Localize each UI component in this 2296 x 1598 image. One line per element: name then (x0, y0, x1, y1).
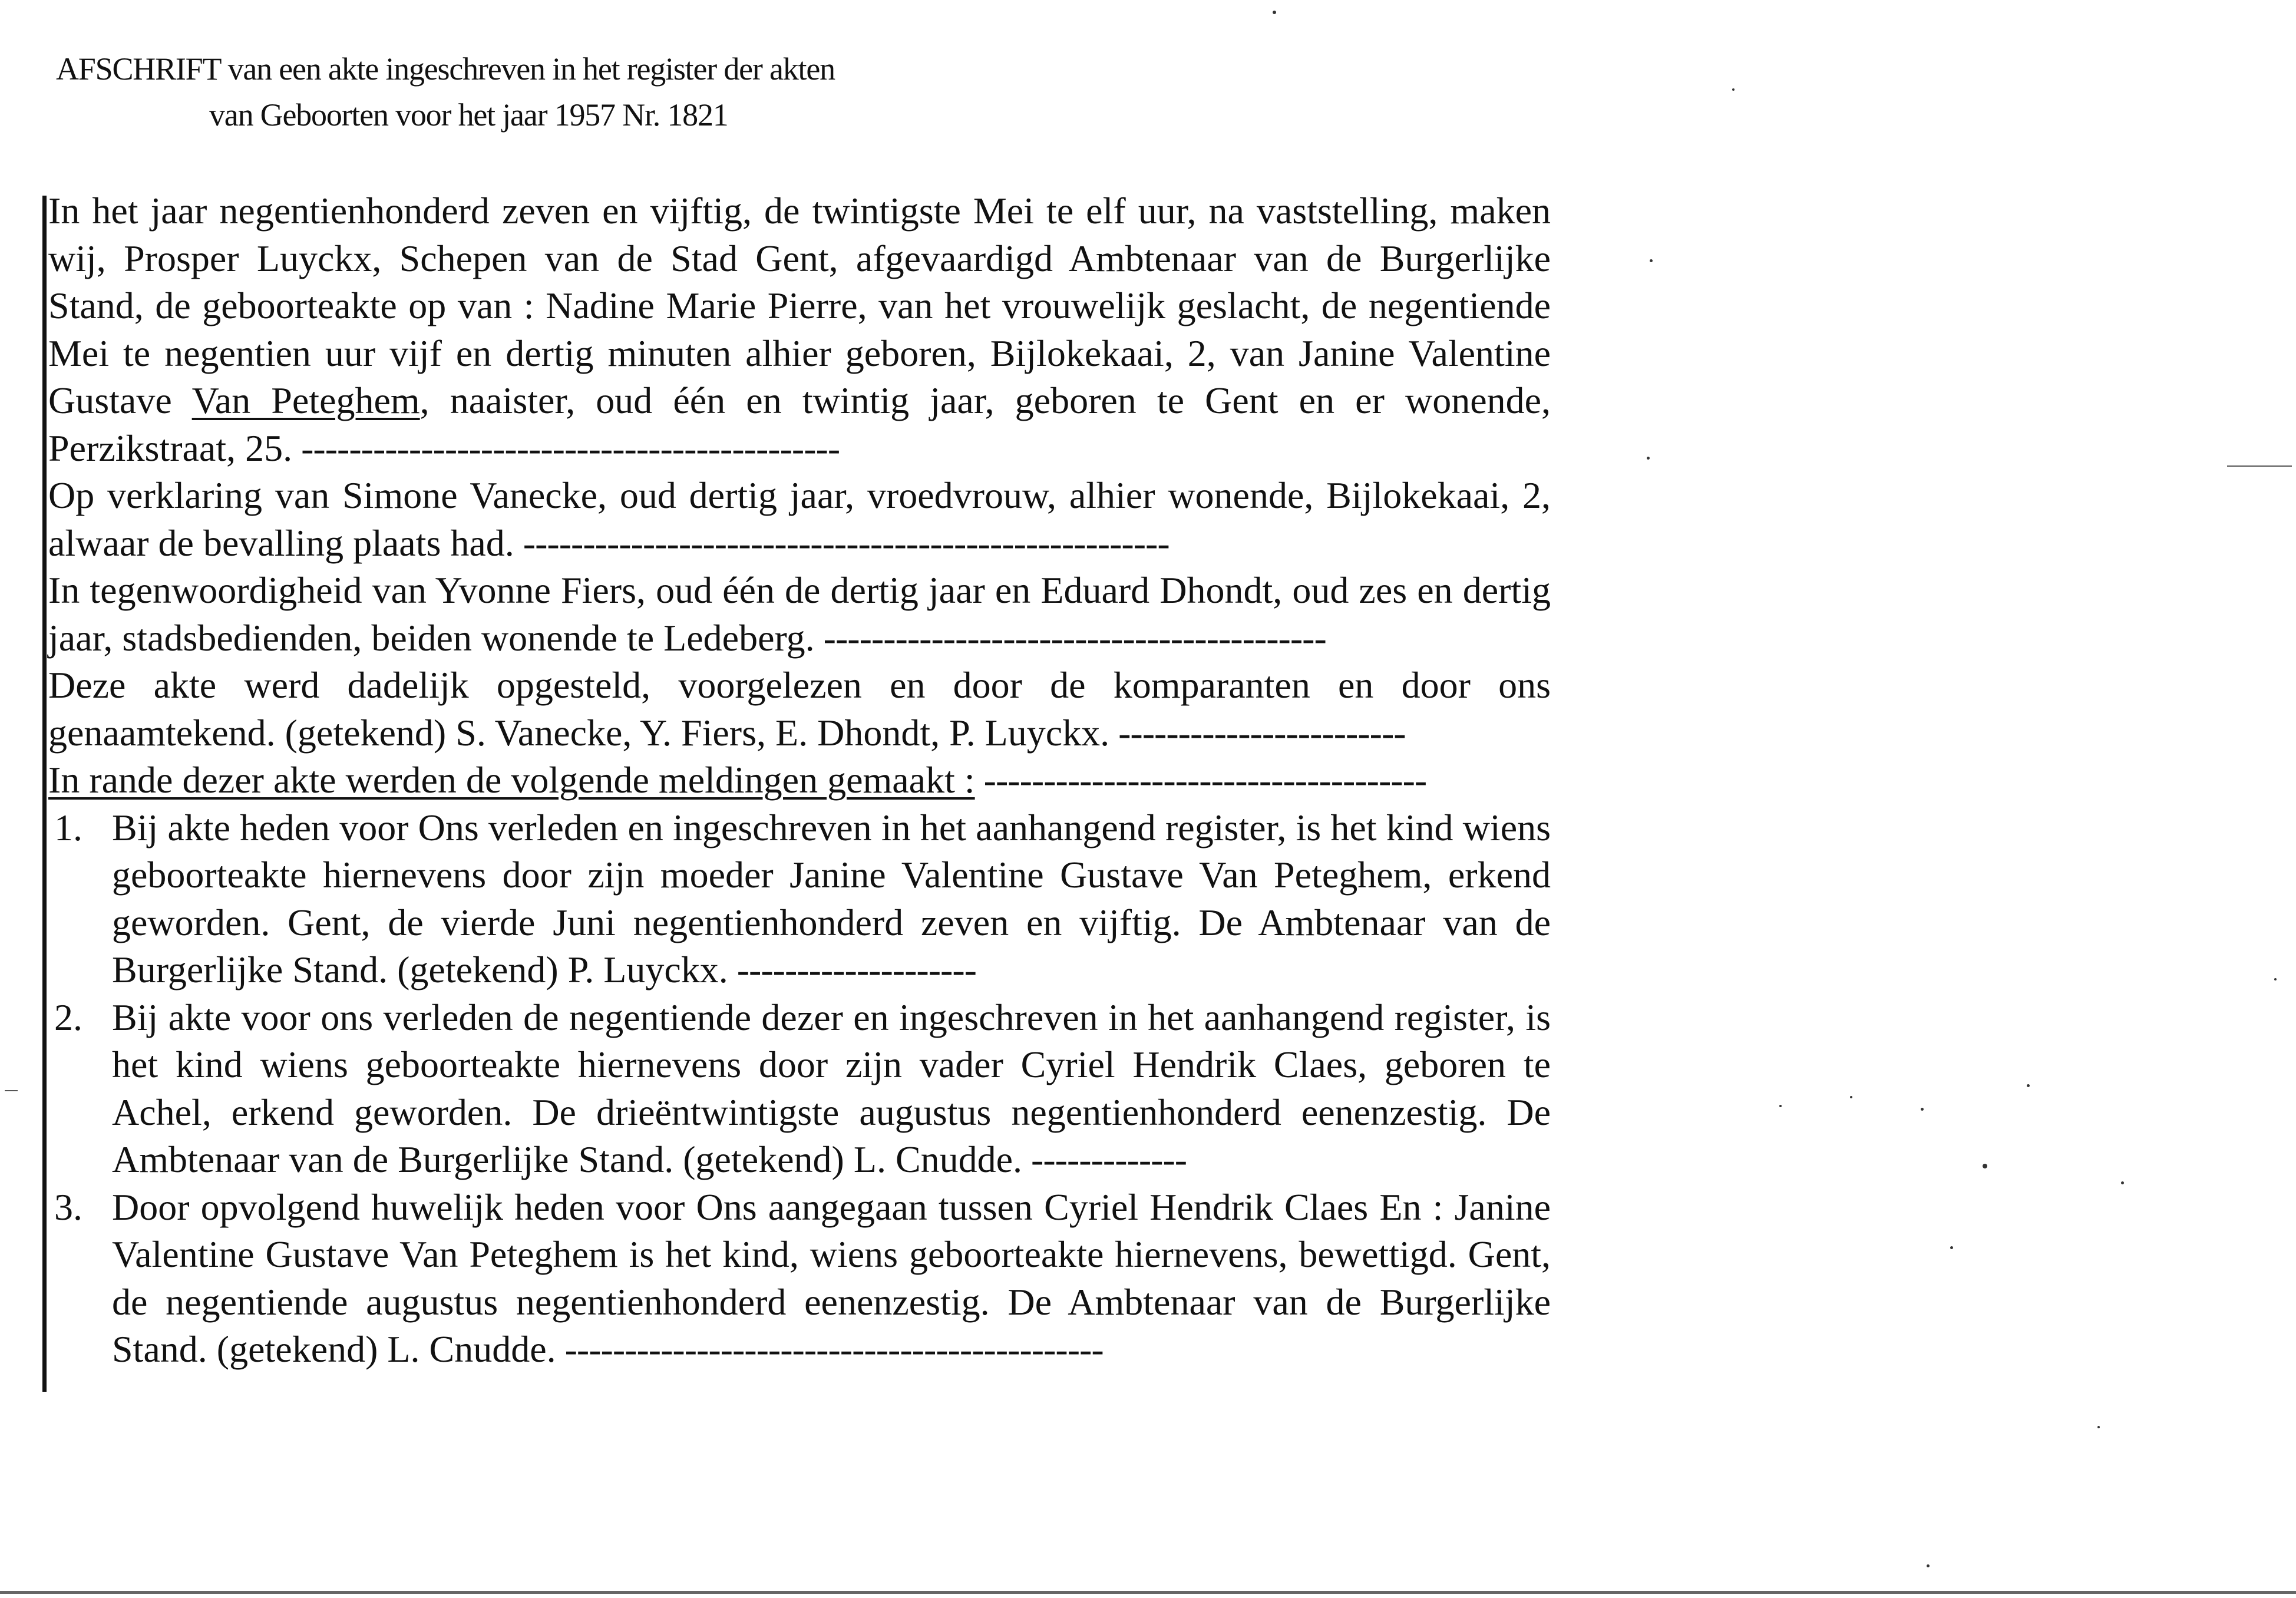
margin-notes-list (48, 804, 1551, 1374)
dash-filler: ------------------------------------------ (814, 616, 1326, 659)
paragraph-birth-record (48, 187, 1551, 472)
scan-speck (2121, 1181, 2124, 1184)
scan-mark (2227, 465, 2292, 467)
dash-filler: ------------------------------------------------------ (514, 521, 1170, 564)
scan-speck (1921, 1108, 1924, 1111)
list-item-number: 1. (54, 806, 82, 848)
paragraph-witnesses (48, 567, 1551, 662)
scan-speck (2274, 978, 2277, 980)
paragraph-signatures (48, 662, 1551, 757)
list-item-text: Bij akte voor ons verleden de negentiende dezer en ingeschreven in het aanhangend register, is het kind wiens geboorteakte hiernevens door zijn vader Cyriel Hendrik Claes, geboren te Achel, erkend geworden. De drieëntwintigste augustus negentienhonderd eenenzestig. De Ambtenaar van de Burgerlijke Stand. (getekend) L. Cnudde. (112, 996, 1551, 1180)
document-header (56, 46, 999, 138)
scan-speck (1983, 1164, 1987, 1168)
header-line-1: AFSCHRIFT van een akte ingeschreven in het register der akten (56, 51, 835, 87)
scan-speck (1647, 457, 1650, 460)
list-item-number: 3. (54, 1186, 82, 1228)
list-item-text: Bij akte heden voor Ons verleden en ingeschreven in het aanhangend register, is het kind wiens geboorteakte hiernevens door zijn moeder Janine Valentine Gustave Van Peteghem, erkend geworden. Gent, de vierde Juni negentienhonderd zeven en vijftig. De Ambtenaar van de Burgerlijke Stand. (getekend) P. Luyckx. (112, 806, 1551, 991)
list-item (48, 994, 1551, 1184)
dash-filler: -------------------- (728, 949, 976, 991)
paragraph-margin-notes-heading (48, 757, 1551, 804)
list-item-text-wrap (112, 994, 1551, 1184)
scan-speck (1273, 11, 1276, 14)
bottom-edge-line (0, 1591, 2296, 1594)
dash-filler: ------------- (1022, 1138, 1187, 1180)
dash-filler: ------------------------------------- (974, 759, 1427, 801)
list-item (48, 1184, 1551, 1374)
list-item-text-wrap (112, 804, 1551, 994)
header-line-2: van Geboorten voor het jaar 1957 Nr. 1821 (209, 97, 728, 133)
scan-speck (1950, 1246, 1953, 1249)
dash-filler: --------------------------------------------- (292, 427, 840, 469)
scan-speck (1650, 259, 1653, 262)
scan-speck (2027, 1084, 2030, 1087)
list-item-text-wrap (112, 1184, 1551, 1374)
list-item (48, 804, 1551, 994)
paragraph-3-text: In tegenwoordigheid van Yvonne Fiers, oud één de dertig jaar en Eduard Dhondt, oud zes en dertig jaar, stadsbedienden, beiden wonende te Ledeberg. (48, 569, 1551, 659)
left-margin-bar (42, 196, 47, 1392)
margin-notes-heading: In rande dezer akte werden de volgende meldingen gemaakt : (48, 759, 975, 801)
paragraph-1-text-end: , naaister, oud één en twintig jaar, geboren te Gent en er wonende, Perzikstraat, 25. (48, 379, 1551, 469)
dash-filler: --------------------------------------------- (556, 1328, 1104, 1370)
scan-speck (1779, 1105, 1782, 1107)
paragraph-1-text: In het jaar negentienhonderd zeven en vijftig, de twintigste Mei te elf uur, na vaststelling, maken wij, Prosper Luyckx, Schepen van de Stad Gent, afgevaardigd Ambtenaar van de Burgerlijke Stand, de geboorteakte op van : Nadine Marie Pierre, van het vrouwelijk geslacht, de negentiende Mei te negentien uur vijf en dertig minuten alhier geboren, Bijlokekaai, 2, van Janine Valentine Gustave (48, 190, 1551, 421)
scan-speck (1850, 1096, 1852, 1098)
scan-speck (1732, 88, 1735, 91)
list-item-number: 2. (54, 996, 82, 1038)
scan-speck (2097, 1426, 2100, 1428)
paragraph-4-text: Deze akte werd dadelijk opgesteld, voorgelezen en door de komparanten en door ons genaamtekend. (getekend) S. Vanecke, Y. Fiers, E. Dhondt, P. Luyckx. (48, 664, 1551, 754)
deed-body (48, 187, 1551, 1374)
underlined-surname: Van Peteghem (191, 379, 420, 421)
scan-mark (5, 1090, 18, 1091)
scan-speck (1927, 1564, 1930, 1567)
list-item-text: Door opvolgend huwelijk heden voor Ons aangegaan tussen Cyriel Hendrik Claes En : Janine Valentine Gustave Van Peteghem is het kind, wiens geboorteakte hiernevens, bewettigd. Gent, de negentiende augustus negentienhonderd eenenzestig. De Ambtenaar van de Burgerlijke Stand. (getekend) L. Cnudde. (112, 1186, 1551, 1370)
paragraph-2-text: Op verklaring van Simone Vanecke, oud dertig jaar, vroedvrouw, alhier wonende, Bijlokekaai, 2, alwaar de bevalling plaats had. (48, 474, 1551, 564)
paragraph-declaration (48, 472, 1551, 567)
dash-filler: ------------------------ (1109, 711, 1406, 754)
